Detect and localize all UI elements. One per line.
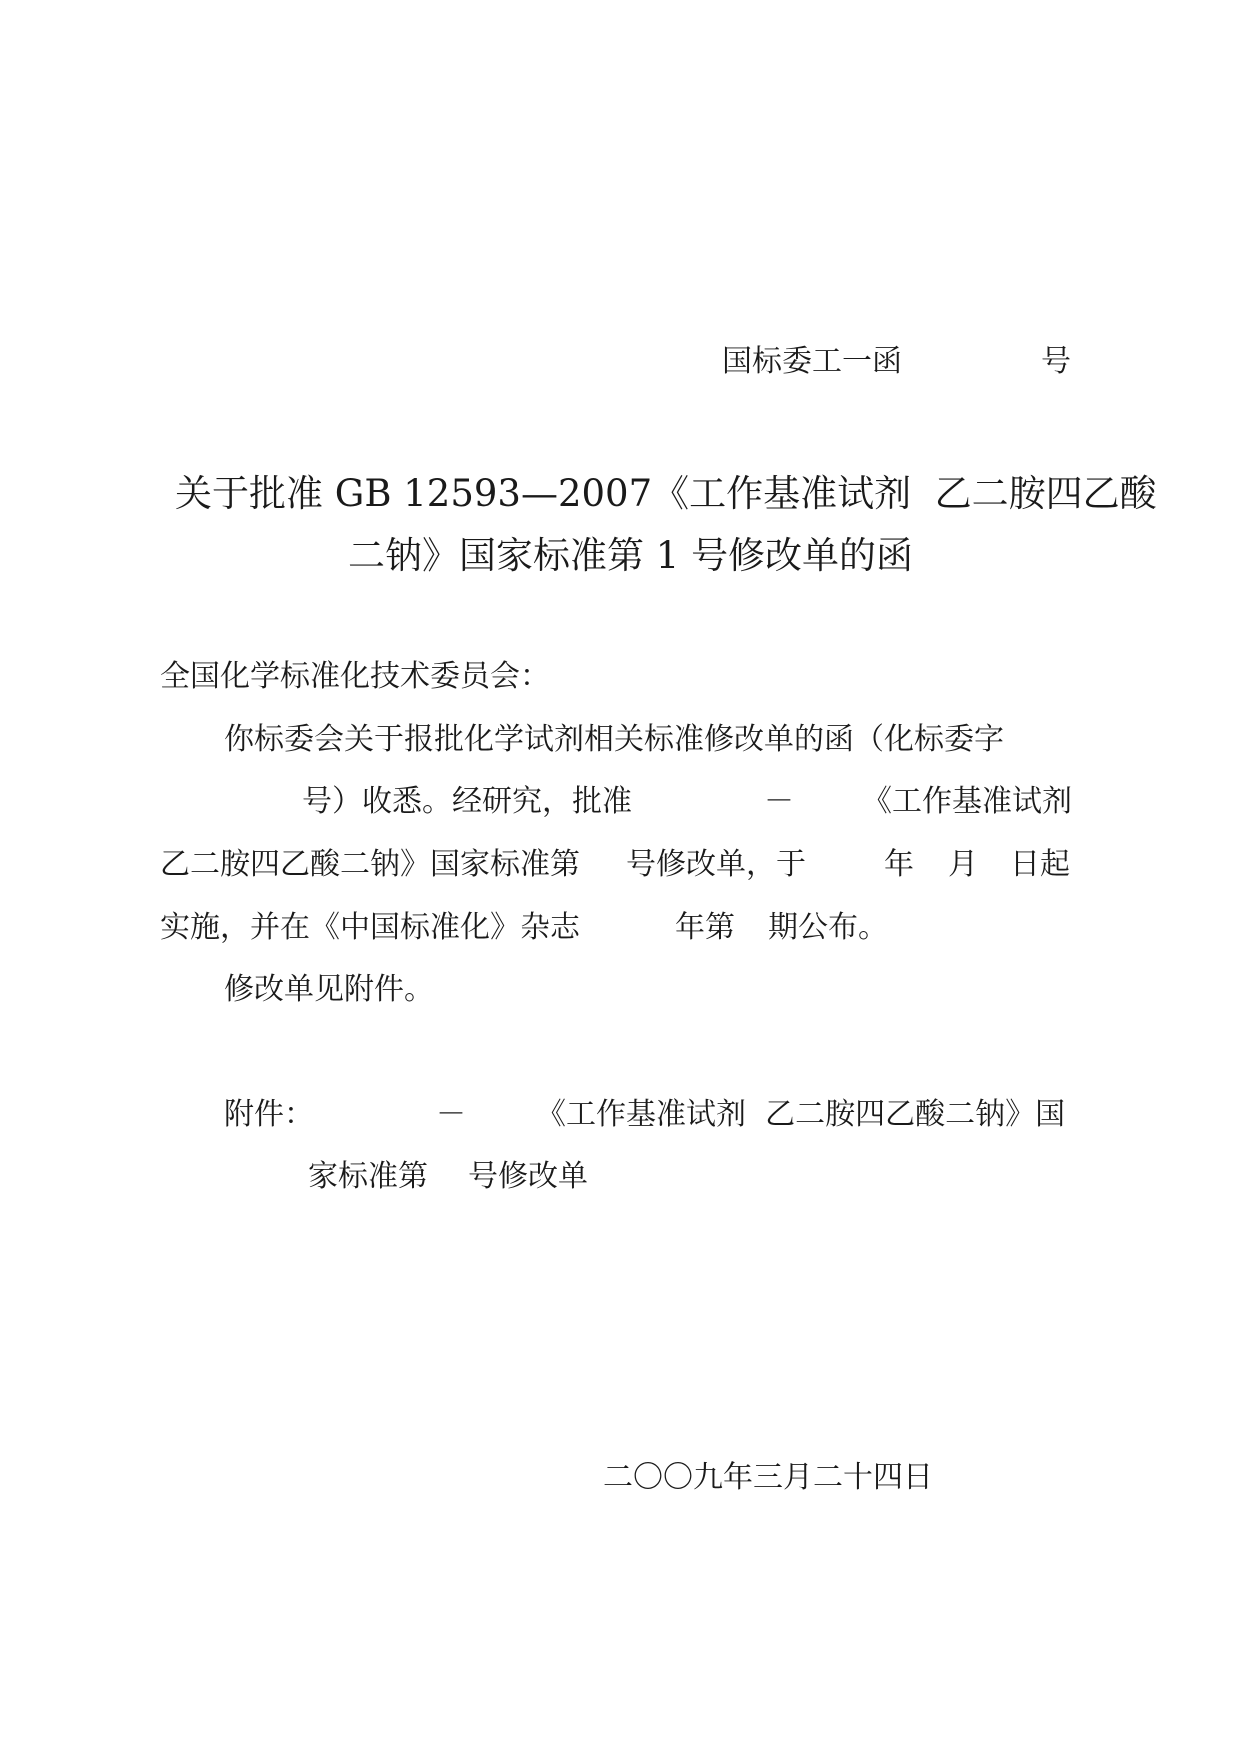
attachment-label: 附件： bbox=[224, 1097, 314, 1132]
body-line-2-dash: － bbox=[764, 784, 794, 819]
doc-number-suffix: 号 bbox=[1041, 344, 1071, 379]
body-line-3-b: 号修改单，于 bbox=[626, 847, 806, 882]
title-line-1: 关于批准 GB 12593—2007《工作基准试剂 乙二胺四乙酸 bbox=[175, 472, 1157, 515]
body-line-2-a: 号）收悉。经研究，批准 bbox=[302, 784, 632, 819]
body-line-4-c: 期公布。 bbox=[768, 910, 888, 945]
doc-number-prefix: 国标委工一函 bbox=[722, 344, 902, 379]
attachment-line-1: 《工作基准试剂 乙二胺四乙酸二钠》国 bbox=[536, 1097, 1066, 1132]
body-line-3-month: 月 bbox=[948, 847, 978, 882]
body-line-4-b: 年第 bbox=[675, 910, 735, 945]
attachment-dash: － bbox=[436, 1097, 466, 1132]
recipient: 全国化学标准化技术委员会： bbox=[160, 659, 550, 694]
attachment-line-2-a: 家标准第 bbox=[308, 1159, 428, 1194]
body-line-3-a: 乙二胺四乙酸二钠》国家标准第 bbox=[160, 847, 580, 882]
body-line-1: 你标委会关于报批化学试剂相关标准修改单的函（化标委字 bbox=[224, 722, 1004, 757]
body-line-2-b: 《工作基准试剂 bbox=[862, 784, 1072, 819]
body-paragraph-2: 修改单见附件。 bbox=[224, 972, 434, 1007]
body-line-3-year: 年 bbox=[884, 847, 914, 882]
title-line-2: 二钠》国家标准第 1 号修改单的函 bbox=[348, 534, 914, 577]
attachment-line-2-b: 号修改单 bbox=[468, 1159, 588, 1194]
body-line-4-a: 实施，并在《中国标准化》杂志 bbox=[160, 910, 580, 945]
signature-date: 二〇〇九年三月二十四日 bbox=[603, 1460, 933, 1495]
body-line-3-day: 日起 bbox=[1010, 847, 1070, 882]
